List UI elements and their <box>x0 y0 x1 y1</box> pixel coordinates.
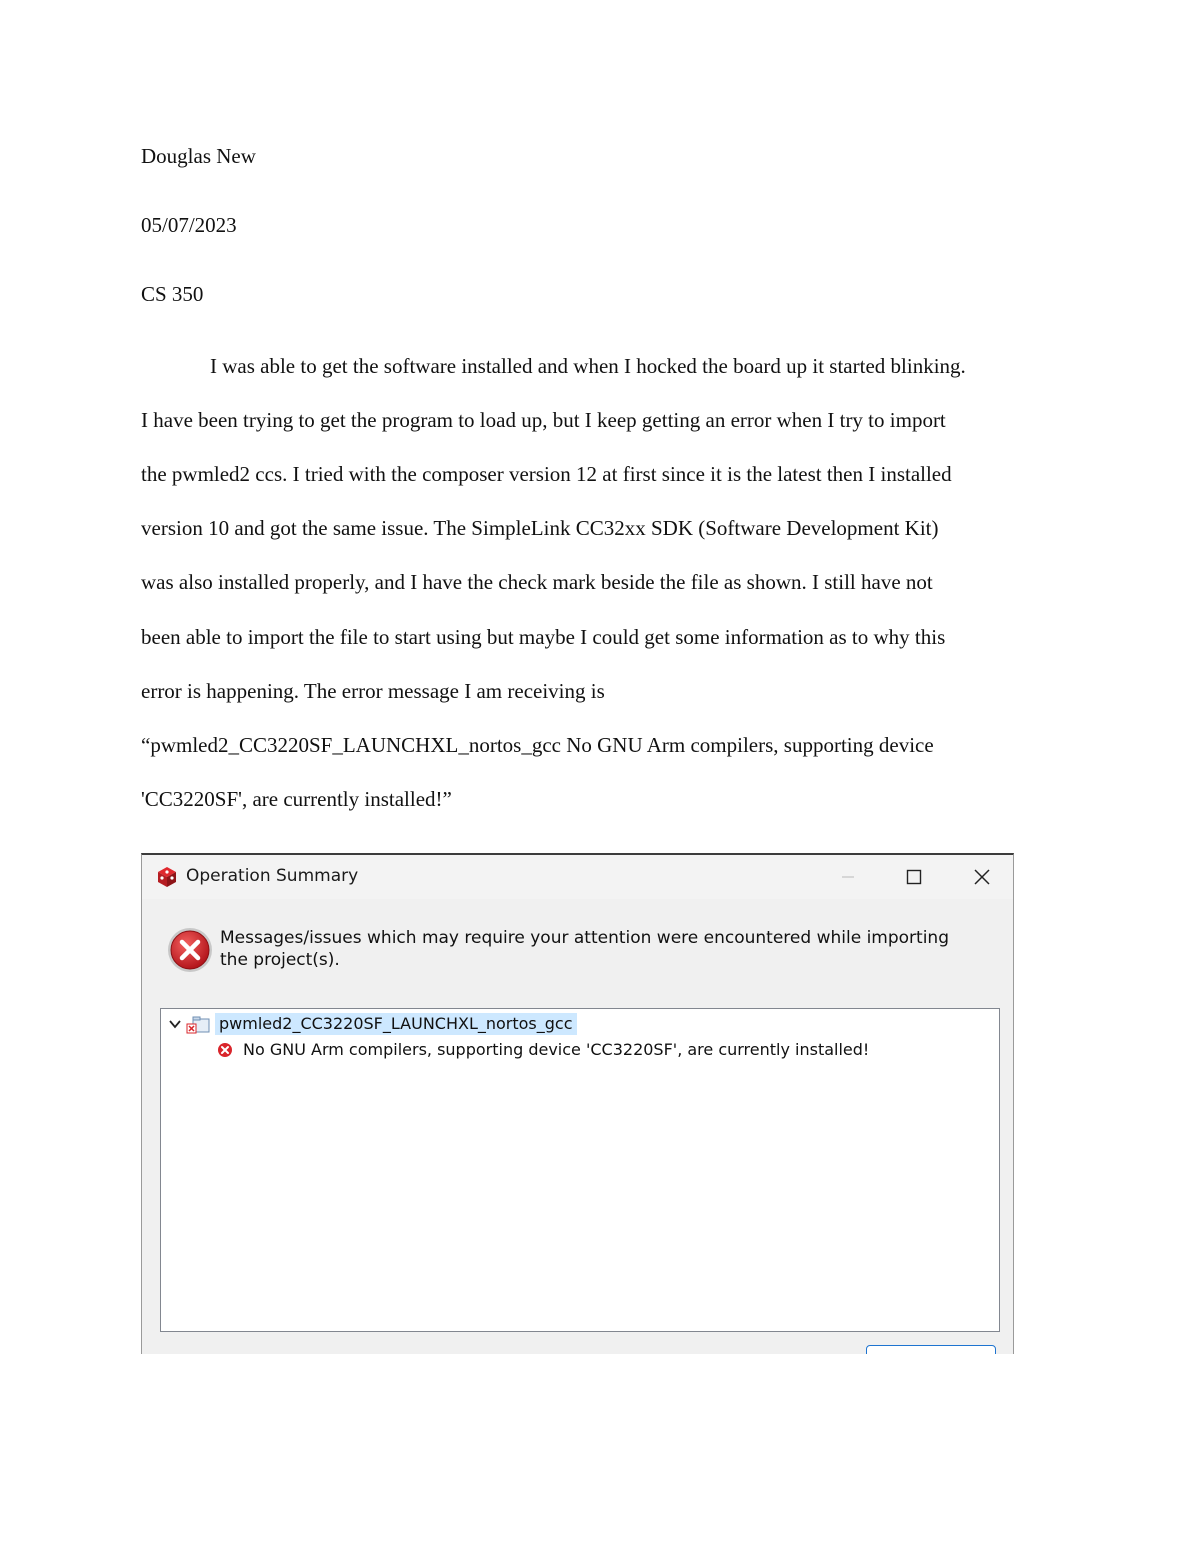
error-x-icon <box>166 926 214 974</box>
paragraph-line: I have been trying to get the program to load up, but I keep getting an error when I try to import <box>141 408 946 432</box>
ccs-cube-icon <box>155 865 179 889</box>
document-date: 05/07/2023 <box>141 213 237 237</box>
issues-tree[interactable] <box>160 1008 1000 1332</box>
error-message: No GNU Arm compilers, supporting device 'CC3220SF', are currently installed! <box>243 1040 870 1059</box>
dialog-titlebar <box>142 855 1013 899</box>
paragraph-line: the pwmled2 ccs. I tried with the composer version 12 at first since it is the latest then I installed <box>141 462 952 486</box>
paragraph-line: was also installed properly, and I have the check mark beside the file as shown. I still have not <box>141 570 933 594</box>
minimize-icon <box>840 869 856 885</box>
project-name[interactable]: pwmled2_CC3220SF_LAUNCHXL_nortos_gcc <box>215 1013 577 1035</box>
chevron-down-icon[interactable] <box>167 1016 183 1032</box>
error-x-icon <box>217 1042 233 1058</box>
course-name: CS 350 <box>141 282 204 306</box>
paragraph-line: “pwmled2_CC3220SF_LAUNCHXL_nortos_gcc No GNU Arm compilers, supporting device <box>141 733 934 757</box>
paragraph-line: 'CC3220SF', are currently installed!” <box>141 787 452 811</box>
dialog-message: Messages/issues which may require your attention were encountered while importing the project(s). <box>220 928 949 970</box>
paragraph-line: error is happening. The error message I am receiving is <box>141 679 605 703</box>
operation-summary-dialog <box>141 853 1014 1354</box>
project-folder-error-icon <box>186 1015 210 1035</box>
close-button[interactable] <box>964 861 1000 893</box>
ok-button[interactable] <box>866 1345 996 1354</box>
author-name: Douglas New <box>141 144 256 168</box>
paragraph-line: been able to import the file to start using but maybe I could get some information as to why this <box>141 625 946 649</box>
maximize-icon <box>905 868 923 886</box>
minimize-button[interactable] <box>830 861 866 893</box>
dialog-title: Operation Summary <box>186 866 359 886</box>
close-icon <box>973 868 991 886</box>
maximize-button[interactable] <box>896 861 932 893</box>
paragraph-line: version 10 and got the same issue. The SimpleLink CC32xx SDK (Software Development Kit) <box>141 516 939 540</box>
paragraph-line: I was able to get the software installed and when I hocked the board up it started blinking. <box>210 354 966 378</box>
